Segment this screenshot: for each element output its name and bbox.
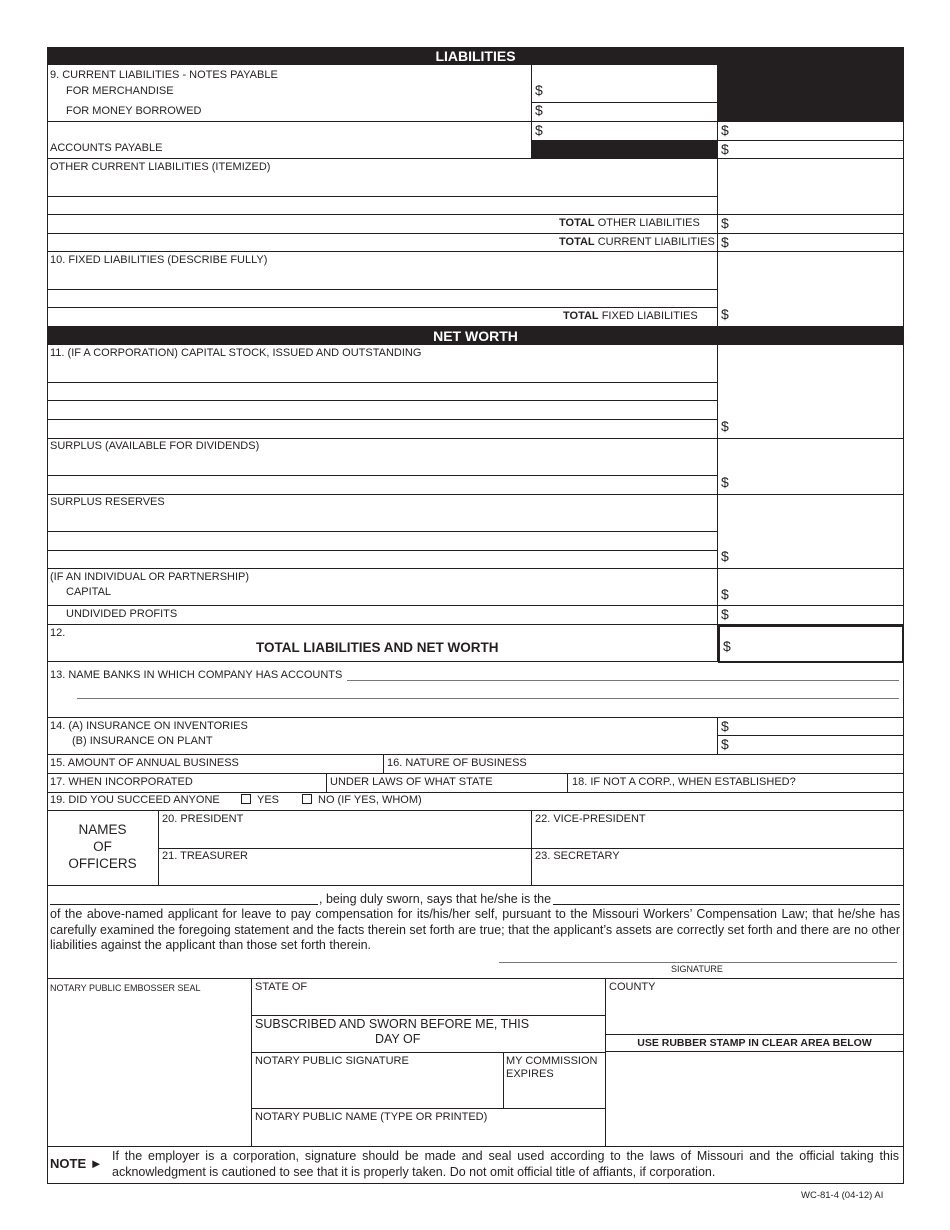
rule: [47, 214, 904, 215]
notary-signature-label: NOTARY PUBLIC SIGNATURE: [255, 1055, 409, 1067]
county-field[interactable]: [607, 995, 901, 1033]
surplus-reserves-field[interactable]: [731, 549, 901, 567]
yes-option[interactable]: YES: [241, 794, 279, 807]
succeed-whom-field[interactable]: [427, 793, 901, 809]
president-label: 20. PRESIDENT: [162, 813, 244, 825]
total-column-divider: [717, 65, 718, 326]
vice-president-field[interactable]: [533, 827, 901, 847]
annual-business-label: 15. AMOUNT OF ANNUAL BUSINESS: [50, 757, 239, 769]
rule: [47, 438, 904, 439]
dollar-sign: $: [721, 234, 729, 250]
rule: [47, 307, 717, 308]
subscribed-label: SUBSCRIBED AND SWORN BEFORE ME, THIS: [255, 1017, 530, 1031]
surplus-label: SURPLUS (AVAILABLE FOR DIVIDENDS): [50, 440, 260, 452]
total-accounts-payable-field[interactable]: [731, 142, 901, 158]
item-12-number: 12.: [50, 627, 66, 639]
nature-of-business-label: 16. NATURE OF BUSINESS: [387, 757, 527, 769]
laws-state-label: UNDER LAWS OF WHAT STATE: [330, 776, 493, 788]
money-borrowed-field[interactable]: [543, 103, 713, 121]
divider: [383, 754, 384, 773]
incorporated-label: 17. WHEN INCORPORATED: [50, 776, 193, 788]
undivided-profits-label: UNDIVIDED PROFITS: [66, 608, 178, 620]
form-id: WC-81-4 (04-12) AI: [801, 1190, 884, 1201]
rule: [717, 140, 904, 141]
arrow-right-icon: ►: [89, 1156, 103, 1171]
rule: [605, 1051, 904, 1052]
insurance-plant-label: (B) INSURANCE ON PLANT: [72, 735, 213, 747]
total-liabilities-net-worth-label: TOTAL LIABILITIES AND NET WORTH: [256, 640, 499, 655]
signature-line[interactable]: [499, 962, 897, 963]
rule: [47, 568, 904, 569]
rule: [251, 1015, 605, 1016]
signature-caption: SIGNATURE: [671, 964, 723, 974]
form-border-right: [903, 47, 904, 1184]
rubber-stamp-area[interactable]: [607, 1053, 901, 1145]
commission-expires-field[interactable]: [505, 1083, 603, 1107]
annual-business-field[interactable]: [247, 755, 381, 772]
surplus-field[interactable]: [731, 475, 901, 493]
rule: [47, 605, 904, 606]
fixed-liabilities-field[interactable]: [50, 290, 714, 306]
affidavit-body: of the above-named applicant for leave to pay compensation for its/his/her self, pursuant to the Missouri Workers’ Compensation Law; that he/she has carefully examined the foregoing statement and the facts therein set forth are true; that the applicant’s assets are correctly set forth and there are no other liabilities against the applicant than those set forth therein.: [50, 907, 900, 952]
notary-seal-area[interactable]: [50, 997, 248, 1143]
sworn-text: , being duly sworn, says that he/she is the: [319, 892, 552, 906]
total-current-label: TOTAL CURRENT LIABILITIES: [559, 236, 715, 248]
notary-divider: [251, 978, 252, 1146]
total-notes-field[interactable]: [731, 123, 901, 140]
succeed-label: 19. DID YOU SUCCEED ANYONE: [50, 794, 220, 806]
capital-stock-total-field[interactable]: [731, 419, 901, 437]
rule: [47, 475, 717, 476]
accounts-payable-label: ACCOUNTS PAYABLE: [50, 142, 163, 154]
total-fixed-field[interactable]: [731, 307, 901, 325]
dollar-sign: $: [721, 215, 729, 231]
financial-statement-form: [47, 47, 904, 1184]
notary-name-field[interactable]: [253, 1125, 603, 1145]
net-worth-header: NET WORTH: [433, 328, 518, 344]
capital-stock-field-1[interactable]: [50, 383, 714, 399]
rule: [605, 1034, 904, 1035]
president-field[interactable]: [160, 827, 529, 847]
note-text: If the employer is a corporation, signature should be made and seal used according to the laws of Missouri and the official taking this acknowledgment is cautioned to see that it is properly taken. Do not omit official title of affiants, if corporation.: [112, 1149, 899, 1179]
rule: [47, 550, 717, 551]
dollar-sign: $: [535, 122, 543, 138]
total-other-label: TOTAL OTHER LIABILITIES: [559, 217, 700, 229]
rule: [47, 773, 904, 774]
insurance-inventories-label: 14. (A) INSURANCE ON INVENTORIES: [50, 720, 248, 732]
item-11-label: 11. (IF A CORPORATION) CAPITAL STOCK, ISSUED AND OUTSTANDING: [50, 347, 422, 359]
established-label: 18. IF NOT A CORP., WHEN ESTABLISHED?: [572, 776, 796, 788]
rule: [251, 1052, 605, 1053]
shaded-block-accounts: [531, 140, 717, 158]
commission-label-2: EXPIRES: [506, 1068, 554, 1080]
nature-of-business-field[interactable]: [529, 755, 901, 772]
rubber-stamp-label: USE RUBBER STAMP IN CLEAR AREA BELOW: [637, 1037, 872, 1049]
insurance-inventories-field[interactable]: [731, 718, 901, 734]
rule: [47, 251, 904, 252]
established-field[interactable]: [803, 774, 901, 791]
yes-checkbox[interactable]: [241, 794, 251, 804]
divider: [326, 773, 327, 792]
total-column-divider: [717, 345, 718, 661]
item-13-label: 13. NAME BANKS IN WHICH COMPANY HAS ACCOUNTS: [50, 669, 343, 681]
form-border-bottom: [47, 1183, 904, 1184]
capital-label: CAPITAL: [66, 586, 112, 598]
county-label: COUNTY: [609, 981, 656, 993]
dollar-sign: $: [721, 736, 729, 752]
dollar-sign: $: [535, 82, 543, 98]
treasurer-field[interactable]: [160, 864, 529, 884]
banks-line-1[interactable]: [347, 680, 899, 681]
dollar-sign: $: [535, 102, 543, 118]
notary-divider: [503, 1052, 504, 1108]
affiant-name-line[interactable]: [50, 904, 318, 905]
capital-field[interactable]: [731, 587, 901, 604]
secretary-label: 23. SECRETARY: [535, 850, 620, 862]
item-10-label: 10. FIXED LIABILITIES (DESCRIBE FULLY): [50, 254, 268, 266]
dollar-sign: $: [721, 474, 729, 490]
state-of-label: STATE OF: [255, 981, 308, 993]
rule: [47, 1146, 904, 1147]
item-9-label: 9. CURRENT LIABILITIES - NOTES PAYABLE: [50, 69, 278, 81]
liabilities-header: LIABILITIES: [435, 48, 516, 64]
money-borrowed-label: FOR MONEY BORROWED: [66, 105, 202, 117]
dollar-sign: $: [721, 306, 729, 322]
rule: [47, 810, 904, 811]
total-other-field[interactable]: [731, 216, 901, 232]
dollar-sign: $: [721, 606, 729, 622]
notary-seal-label: NOTARY PUBLIC EMBOSSER SEAL: [50, 983, 201, 993]
day-of-label: DAY OF: [375, 1032, 421, 1046]
rule: [47, 885, 904, 886]
notary-signature-field[interactable]: [253, 1069, 501, 1107]
undivided-profits-field[interactable]: [731, 607, 901, 623]
rule: [47, 121, 904, 122]
commission-label-1: MY COMMISSION: [506, 1055, 598, 1067]
capital-stock-field-2[interactable]: [50, 401, 714, 418]
other-liabilities-field[interactable]: [50, 197, 714, 213]
note-label: NOTE ►: [50, 1156, 103, 1171]
notary-name-label: NOTARY PUBLIC NAME (TYPE OR PRINTED): [255, 1111, 488, 1123]
rule: [47, 158, 904, 159]
rule: [158, 848, 904, 849]
rule: [47, 531, 717, 532]
rule: [47, 494, 904, 495]
laws-state-field[interactable]: [495, 774, 565, 791]
dollar-sign: $: [721, 718, 729, 734]
individual-label: (IF AN INDIVIDUAL OR PARTNERSHIP): [50, 571, 250, 583]
rule: [251, 1108, 605, 1109]
dollar-sign: $: [721, 141, 729, 157]
names-of-officers-label: NAMES OF OFFICERS: [68, 822, 137, 871]
rule: [47, 978, 904, 979]
no-option[interactable]: NO (IF YES, WHOM): [302, 794, 422, 807]
accounts-payable-field[interactable]: [543, 123, 713, 140]
incorporated-field[interactable]: [197, 774, 324, 791]
state-of-field[interactable]: [253, 995, 603, 1014]
notes-merchandise-label: FOR MERCHANDISE: [66, 85, 174, 97]
affiant-title-line[interactable]: [553, 904, 900, 905]
shaded-block-top: [717, 65, 904, 121]
dollar-sign: $: [721, 548, 729, 564]
insurance-plant-field[interactable]: [731, 736, 901, 753]
rule: [47, 419, 717, 420]
vice-president-label: 22. VICE-PRESIDENT: [535, 813, 646, 825]
dollar-sign: $: [721, 122, 729, 138]
no-checkbox[interactable]: [302, 794, 312, 804]
form-border-left: [47, 47, 48, 1184]
surplus-reserves-label: SURPLUS RESERVES: [50, 496, 165, 508]
dollar-sign: $: [721, 418, 729, 434]
total-liabilities-net-worth-field[interactable]: [718, 625, 904, 663]
treasurer-label: 21. TREASURER: [162, 850, 248, 862]
total-current-field[interactable]: [731, 235, 901, 251]
rule: [47, 233, 904, 234]
notes-merchandise-field[interactable]: [543, 83, 713, 101]
other-current-label: OTHER CURRENT LIABILITIES (ITEMIZED): [50, 161, 271, 173]
secretary-field[interactable]: [533, 864, 901, 884]
banks-line-2[interactable]: [77, 698, 899, 699]
notary-divider: [605, 978, 606, 1146]
dollar-sign: $: [721, 586, 729, 602]
divider: [567, 773, 568, 792]
dollar-sign: $: [723, 638, 731, 654]
total-fixed-label: TOTAL FIXED LIABILITIES: [563, 310, 698, 322]
